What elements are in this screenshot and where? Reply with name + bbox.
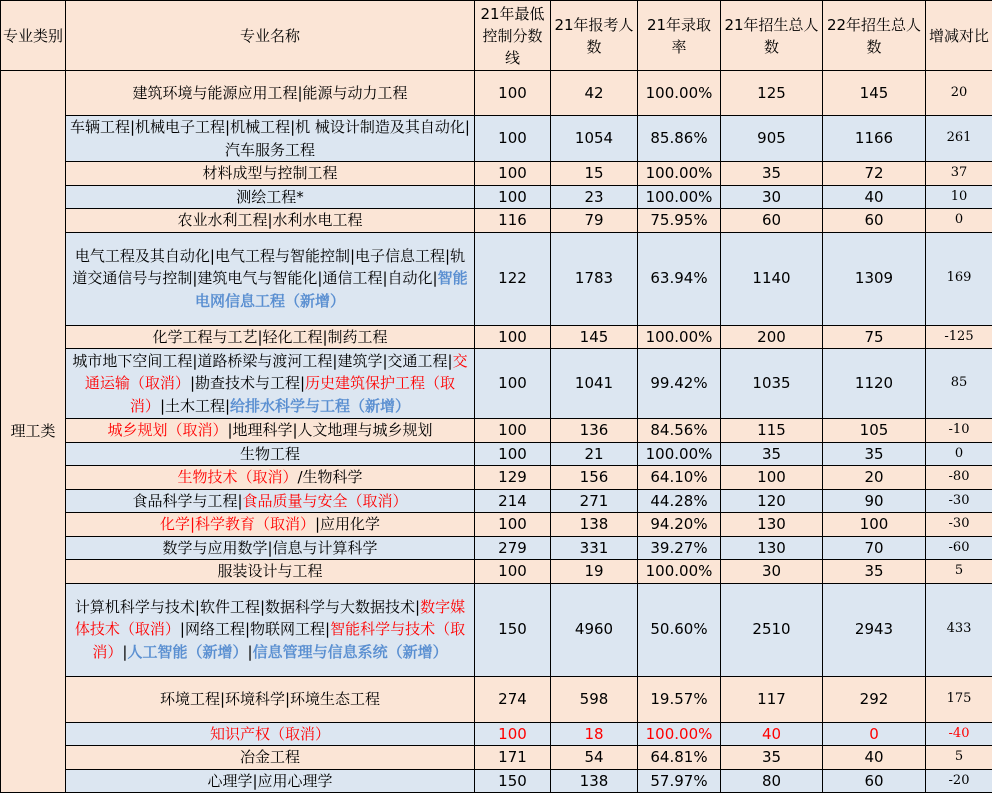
rate-cell: 100.00% [638, 71, 721, 116]
major-name-segment: | [248, 643, 253, 661]
diff-cell: -125 [926, 325, 992, 349]
header-applicants: 21年报考人数 [551, 1, 638, 71]
min-score-cell: 279 [475, 536, 551, 560]
applicants-cell: 138 [551, 769, 638, 793]
enroll21-cell: 35 [721, 442, 823, 466]
table-row [1, 442, 992, 466]
major-name-segment: 生物工程 [240, 445, 300, 463]
applicants-cell: 79 [551, 209, 638, 233]
major-name-cell [66, 442, 475, 466]
min-score-cell: 100 [475, 71, 551, 116]
applicants-cell: 4960 [551, 583, 638, 676]
enroll22-cell: 145 [823, 71, 926, 116]
major-name-segment: 农业水利工程|水利水电工程 [177, 211, 362, 229]
category-cell: 理工类 [1, 71, 66, 793]
header-diff: 增减对比 [926, 1, 992, 71]
major-name-cell [66, 232, 475, 325]
enroll21-cell: 905 [721, 116, 823, 162]
diff-cell: 5 [926, 746, 992, 770]
enroll21-cell: 100 [721, 466, 823, 490]
table-row [1, 489, 992, 513]
applicants-cell: 15 [551, 162, 638, 186]
major-name-segment: 材料成型与控制工程 [202, 164, 337, 182]
diff-cell: 261 [926, 116, 992, 162]
major-name-segment: 食品质量与安全（取消） [243, 492, 408, 510]
major-name-cell [66, 162, 475, 186]
major-name-segment: 数字媒体技术（取消） [75, 598, 465, 639]
major-name-segment: 测绘工程* [236, 188, 304, 206]
major-name-segment: 知识产权（取消） [210, 725, 330, 743]
rate-cell: 100.00% [638, 185, 721, 209]
enroll22-cell: 0 [823, 722, 926, 746]
major-name-segment: |应用化学 [315, 515, 380, 533]
enroll21-cell: 35 [721, 746, 823, 770]
applicants-cell: 598 [551, 676, 638, 722]
min-score-cell: 100 [475, 513, 551, 537]
rate-cell: 50.60% [638, 583, 721, 676]
table-row [1, 466, 992, 490]
major-name-segment: |勘查技术与工程| [190, 374, 305, 392]
applicants-cell: 1783 [551, 232, 638, 325]
table-row [1, 419, 992, 443]
enroll22-cell: 105 [823, 419, 926, 443]
rate-cell: 100.00% [638, 325, 721, 349]
rate-cell: 75.95% [638, 209, 721, 233]
diff-cell: 0 [926, 209, 992, 233]
major-name-segment: 化学工程与工艺|轻化工程|制药工程 [152, 328, 387, 346]
major-name-segment: 交通运输（取消） [85, 352, 468, 393]
table-row [1, 71, 992, 116]
major-name-segment: |土木工程| [160, 397, 230, 415]
major-name-segment: 城市地下空间工程|道路桥梁与渡河工程|建筑学|交通工程| [72, 352, 452, 370]
min-score-cell: 100 [475, 442, 551, 466]
major-name-segment: |网络工程|物联网工程| [180, 620, 330, 638]
diff-cell: 175 [926, 676, 992, 722]
major-name-cell [66, 676, 475, 722]
rate-cell: 57.97% [638, 769, 721, 793]
min-score-cell: 100 [475, 419, 551, 443]
table-row [1, 722, 992, 746]
diff-cell: -10 [926, 419, 992, 443]
major-name-segment: 信息管理与信息系统（新增） [253, 643, 448, 661]
enroll22-cell: 60 [823, 209, 926, 233]
rate-cell: 99.42% [638, 349, 721, 419]
enroll22-cell: 1166 [823, 116, 926, 162]
min-score-cell: 171 [475, 746, 551, 770]
major-name-cell [66, 116, 475, 162]
enroll22-cell: 100 [823, 513, 926, 537]
enroll22-cell: 292 [823, 676, 926, 722]
major-name-cell [66, 513, 475, 537]
applicants-cell: 23 [551, 185, 638, 209]
major-name-segment: 城乡规划（取消） [107, 421, 227, 439]
applicants-cell: 42 [551, 71, 638, 116]
diff-cell: 37 [926, 162, 992, 186]
enroll21-cell: 35 [721, 162, 823, 186]
applicants-cell: 18 [551, 722, 638, 746]
enroll22-cell: 70 [823, 536, 926, 560]
enroll21-cell: 200 [721, 325, 823, 349]
major-name-segment: 生物技术（取消） [177, 468, 297, 486]
diff-cell: 20 [926, 71, 992, 116]
rate-cell: 100.00% [638, 162, 721, 186]
enroll21-cell: 80 [721, 769, 823, 793]
enroll22-cell: 40 [823, 185, 926, 209]
enroll21-cell: 1035 [721, 349, 823, 419]
table-row [1, 746, 992, 770]
rate-cell: 85.86% [638, 116, 721, 162]
major-name-segment: 历史建筑保护工程（取消） [130, 374, 455, 415]
applicants-cell: 54 [551, 746, 638, 770]
enroll22-cell: 60 [823, 769, 926, 793]
enroll21-cell: 30 [721, 560, 823, 584]
major-name-segment: 智能电网信息工程（新增） [195, 269, 468, 310]
rate-cell: 100.00% [638, 722, 721, 746]
major-name-cell [66, 583, 475, 676]
header-enroll22: 22年招生总人数 [823, 1, 926, 71]
major-name-segment: 智能科学与技术（取消） [92, 620, 465, 661]
major-name-cell [66, 71, 475, 116]
table-row [1, 769, 992, 793]
enroll22-cell: 20 [823, 466, 926, 490]
diff-cell: -20 [926, 769, 992, 793]
enroll21-cell: 40 [721, 722, 823, 746]
diff-cell: 0 [926, 442, 992, 466]
min-score-cell: 100 [475, 162, 551, 186]
major-name-segment: 计算机科学与技术|软件工程|数据科学与大数据技术| [75, 598, 420, 616]
major-name-segment: 心理学|应用心理学 [207, 772, 332, 790]
enroll22-cell: 72 [823, 162, 926, 186]
diff-cell: 10 [926, 185, 992, 209]
header-rate: 21年录取率 [638, 1, 721, 71]
min-score-cell: 100 [475, 185, 551, 209]
rate-cell: 94.20% [638, 513, 721, 537]
enroll21-cell: 1140 [721, 232, 823, 325]
enroll22-cell: 35 [823, 560, 926, 584]
diff-cell: 169 [926, 232, 992, 325]
table-row [1, 349, 992, 419]
enroll22-cell: 2943 [823, 583, 926, 676]
min-score-cell: 100 [475, 722, 551, 746]
major-name-segment: | [122, 643, 127, 661]
major-name-cell [66, 746, 475, 770]
table-row [1, 513, 992, 537]
major-name-segment: 车辆工程|机械电子工程|机械工程|机 械设计制造及其自动化|汽车服务工程 [70, 118, 470, 159]
applicants-cell: 145 [551, 325, 638, 349]
rate-cell: 100.00% [638, 560, 721, 584]
min-score-cell: 100 [475, 349, 551, 419]
major-name-cell [66, 325, 475, 349]
major-name-cell [66, 769, 475, 793]
rate-cell: 84.56% [638, 419, 721, 443]
diff-cell: 85 [926, 349, 992, 419]
major-name-cell [66, 209, 475, 233]
major-name-cell [66, 489, 475, 513]
rate-cell: 63.94% [638, 232, 721, 325]
table-row [1, 536, 992, 560]
enroll22-cell: 1120 [823, 349, 926, 419]
table-row [1, 583, 992, 676]
applicants-cell: 156 [551, 466, 638, 490]
applicants-cell: 136 [551, 419, 638, 443]
enroll22-cell: 90 [823, 489, 926, 513]
header-row [1, 1, 992, 71]
rate-cell: 44.28% [638, 489, 721, 513]
major-name-segment: 环境工程|环境科学|环境生态工程 [160, 690, 380, 708]
table-row [1, 325, 992, 349]
enroll21-cell: 117 [721, 676, 823, 722]
table-row [1, 232, 992, 325]
table-row [1, 209, 992, 233]
rate-cell: 19.57% [638, 676, 721, 722]
diff-cell: 5 [926, 560, 992, 584]
applicants-cell: 138 [551, 513, 638, 537]
enroll21-cell: 130 [721, 513, 823, 537]
major-name-segment: 数学与应用数学|信息与计算科学 [162, 539, 377, 557]
major-name-segment: |地理科学|人文地理与城乡规划 [227, 421, 432, 439]
table-row [1, 560, 992, 584]
diff-cell: 433 [926, 583, 992, 676]
diff-cell: -80 [926, 466, 992, 490]
header-enroll21: 21年招生总人数 [721, 1, 823, 71]
major-name-segment: 化学|科学教育（取消） [160, 515, 315, 533]
table-row [1, 116, 992, 162]
enroll21-cell: 115 [721, 419, 823, 443]
major-name-cell [66, 466, 475, 490]
major-name-segment: 服装设计与工程 [217, 562, 322, 580]
major-name-segment: 人工智能（新增） [127, 643, 247, 661]
min-score-cell: 150 [475, 583, 551, 676]
enroll21-cell: 130 [721, 536, 823, 560]
min-score-cell: 274 [475, 676, 551, 722]
rate-cell: 100.00% [638, 442, 721, 466]
table-row [1, 185, 992, 209]
applicants-cell: 271 [551, 489, 638, 513]
applicants-cell: 21 [551, 442, 638, 466]
enroll22-cell: 75 [823, 325, 926, 349]
table-row [1, 676, 992, 722]
enroll21-cell: 30 [721, 185, 823, 209]
major-name-segment: 给排水科学与工程（新增） [230, 397, 410, 415]
min-score-cell: 100 [475, 325, 551, 349]
min-score-cell: 116 [475, 209, 551, 233]
major-name-cell [66, 536, 475, 560]
diff-cell: -60 [926, 536, 992, 560]
major-name-segment: 建筑环境与能源应用工程|能源与动力工程 [132, 84, 407, 102]
major-name-segment: /生物科学 [297, 468, 362, 486]
diff-cell: -40 [926, 722, 992, 746]
min-score-cell: 100 [475, 116, 551, 162]
enroll21-cell: 2510 [721, 583, 823, 676]
enroll21-cell: 125 [721, 71, 823, 116]
major-name-segment: 冶金工程 [240, 748, 300, 766]
major-name-segment: 电气工程及其自动化|电气工程与智能控制|电子信息工程|轨道交通信号与控制|建筑电气与智能化|通信工程|自动化| [72, 247, 465, 288]
min-score-cell: 122 [475, 232, 551, 325]
major-name-cell [66, 419, 475, 443]
major-name-cell [66, 185, 475, 209]
min-score-cell: 150 [475, 769, 551, 793]
applicants-cell: 331 [551, 536, 638, 560]
table-row [1, 162, 992, 186]
min-score-cell: 129 [475, 466, 551, 490]
diff-cell: -30 [926, 489, 992, 513]
diff-cell: -30 [926, 513, 992, 537]
major-name-segment: 食品科学与工程| [132, 492, 242, 510]
header-category: 专业类别 [1, 1, 66, 71]
table-body [1, 71, 992, 793]
enroll22-cell: 35 [823, 442, 926, 466]
rate-cell: 39.27% [638, 536, 721, 560]
enroll22-cell: 1309 [823, 232, 926, 325]
enroll22-cell: 40 [823, 746, 926, 770]
header-min-score: 21年最低控制分数线 [475, 1, 551, 71]
rate-cell: 64.81% [638, 746, 721, 770]
enroll21-cell: 60 [721, 209, 823, 233]
applicants-cell: 1054 [551, 116, 638, 162]
header-name: 专业名称 [66, 1, 475, 71]
rate-cell: 64.10% [638, 466, 721, 490]
min-score-cell: 214 [475, 489, 551, 513]
major-name-cell [66, 560, 475, 584]
major-name-cell [66, 722, 475, 746]
min-score-cell: 100 [475, 560, 551, 584]
major-name-cell [66, 349, 475, 419]
applicants-cell: 19 [551, 560, 638, 584]
applicants-cell: 1041 [551, 349, 638, 419]
enroll21-cell: 120 [721, 489, 823, 513]
